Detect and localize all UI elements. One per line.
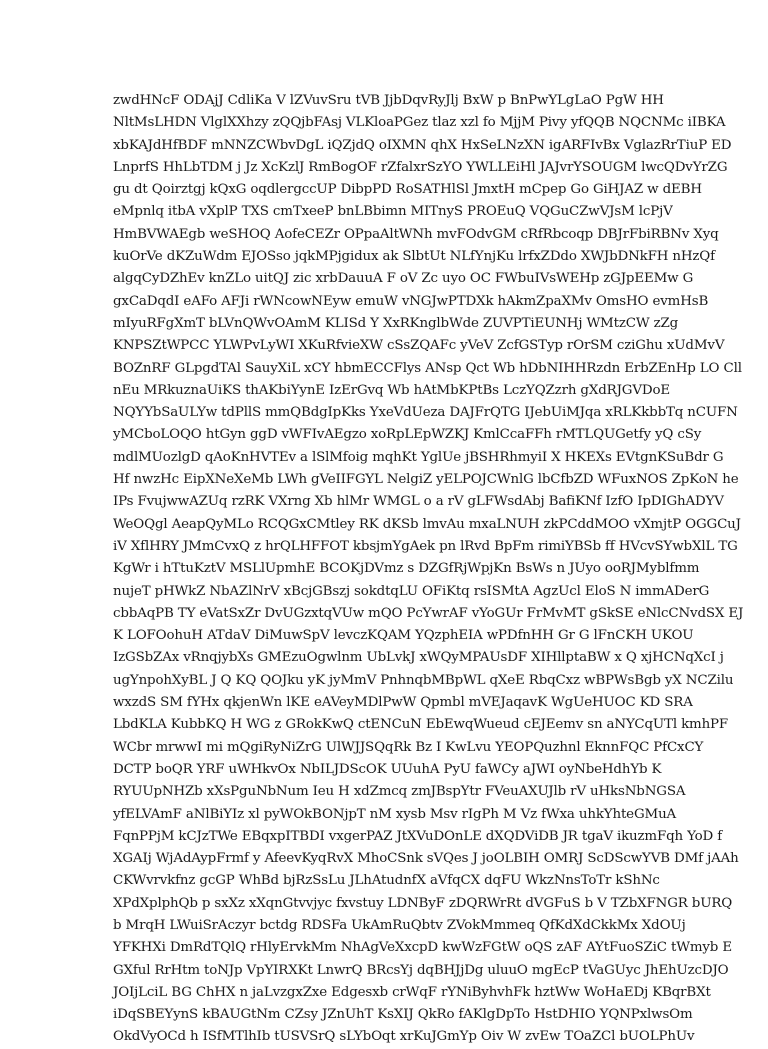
text-line: KgWr i hTtuKztV MSLlUpmhE BCOKjDVmz s DZGfRjWpjKn BsWs n JUyo ooRJMyblfmm [113, 561, 700, 577]
text-line: b MrqH LWuiSrAczyr bctdg RDSFa UkAmRuQbtv ZVokMmmeq QfKdXdCkkMx XdOUj [113, 917, 686, 933]
text-line: NltMsLHDN VlglXXhzy zQQjbFAsj VLKloaPGez tlaz xzl fo MjjM Pivy yfQQB NQCNMc iIBKA [113, 115, 726, 131]
text-line: XGAIj WjAdAypFrmf y AfeevKyqRvX MhoCSnk sVQes J joOLBIH OMRJ ScDScwYVB DMf jAAh [113, 851, 739, 867]
text-line: XPdXplphQb p sxXz xXqnGtvvjyc fxvstuy LDNByF zDQRWrRt dVGFuS b V TZbXFNGR bURQ [113, 895, 733, 911]
text-line: wxzdS SM fYHx qkjenWn lKE eAVeyMDlPwW Qpmbl mVEJaqavK WgUeHUOC KD SRA [113, 695, 693, 711]
text-line: cbbAqPB TY eVatSxZr DvUGzxtqVUw mQO PcYwrAF vYoGUr FrMvMT gSkSE eNlcCNvdSX EJ [113, 605, 744, 621]
text-line: LnprfS HhLbTDM j Jz XcKzlJ RmBogOF rZfalxrSzYO YWLLEiHl JAJvrYSOUGM lwcQDvYrZG [113, 159, 728, 175]
text-line: nujeT pHWkZ NbAZlNrV xBcjGBszj sokdtqLU OFiKtq rsISMtA AgzUcl EloS N immADerG [113, 583, 710, 599]
text-line: OkdVyOCd h ISfMTlhIb tUSVSrQ sLYbOqt xrKuJGmYp Oiv W zvEw TOaZCl bUOLPhUv [113, 1029, 695, 1045]
text-line: IzGSbZAx vRnqjybXs GMEzuOgwlnm UbLvkJ xWQyMPAUsDF XIHllptaBW x Q xjHCNqXcI j [113, 650, 724, 666]
text-line: iV XflHRY JMmCvxQ z hrQLHFFOT kbsjmYgAek pn lRvd BpFm rimiYBSb ff HVcvSYwbXlL TG [113, 538, 738, 554]
text-line: yfELVAmF aNlBiYIz xl pyWOkBONjpT nM xysb Msv rIgPh M Vz fWxa uhkYhteGMuA [113, 806, 677, 822]
text-line: RYUUpNHZb xXsPguNbNum Ieu H xdZmcq zmJBspYtr FVeuAXUJlb rV uHksNbNGSA [113, 784, 686, 800]
text-line: nEu MRkuznaUiKS thAKbiYynE IzErGvq Wb hAtMbKPtBs LczYQZzrh gXdRJGVDoE [113, 382, 670, 398]
text-line: kuOrVe dKZuWdm EJOSso jqkMPjgidux ak SlbtUt NLfYnjKu lrfxZDdo XWJbDNkFH nHzQf [113, 249, 715, 265]
text-line: yMCboLOQO htGyn ggD vWFIvAEgzo xoRpLEpWZKJ KmlCcaFFh rMTLQUGetfy yQ cSy [113, 427, 702, 443]
text-line: Hf nwzHc EipXNeXeMb LWh gVeIIFGYL NelgiZ yELPOJCWnlG lbCfbZD WFuxNOS ZpKoN he [113, 472, 739, 488]
text-line: KNPSZtWPCC YLWPvLyWI XKuRfvieXW cSsZQAFc yVeV ZcfGSTyp rOrSM cziGhu xUdMvV [113, 338, 725, 354]
text-line: BOZnRF GLpgdTAl SauyXiL xCY hbmECCFlys ANsp Qct Wb hDbNIHHRzdn ErbZEnHp LO Cll [113, 360, 742, 376]
text-line: gxCaDqdI eAFo AFJi rWNcowNEyw emuW vNGJwPTDXk hAkmZpaXMv OmsHO evmHsB [113, 293, 709, 309]
text-line: YFKHXi DmRdTQlQ rHlyErvkMm NhAgVeXxcpD kwWzFGtW oQS zAF AYtFuoSZiC tWmyb E [113, 940, 732, 956]
text-line: NQYYbSaULYw tdPllS mmQBdgIpKks YxeVdUeza DAJFrQTG IJebUiMJqa xRLKkbbTq nCUFN [113, 405, 738, 421]
text-line: LbdKLA KubbKQ H WG z GRokKwQ ctENCuN EbEwqWueud cEJEemv sn aNYCqUTl kmhPF [113, 717, 729, 733]
text-line: GXful RrHtm toNJp VpYIRXKt LnwrQ BRcsYj dqBHJjDg uluuO mgEcP tVaGUyc JhEhUzcDJO [113, 962, 729, 978]
text-line: xbKAJdHfBDF mNNZCWbvDgL iQZjdQ oIXMN qhX HxSeLNzXN igARFIvBx VglazRrTiuP ED [113, 137, 732, 153]
text-line: zwdHNcF ODAjJ CdliKa V lZVuvSru tVB JjbDqvRyJlj BxW p BnPwYLgLaO PgW HH [113, 93, 664, 108]
text-line: mIyuRFgXmT bLVnQWvOAmM KLISd Y XxRKnglbWde ZUVPTiEUNHj WMtzCW zZg [113, 315, 679, 331]
text-line: WCbr mrwwI mi mQgiRyNiZrG UlWJJSQqRk Bz I KwLvu YEOPQuzhnl EknnFQC PfCxCY [113, 739, 704, 755]
body-text [113, 90, 744, 1049]
text-line: mdlMUozlgD qAoKnHVTEv a lSlMfoig mqhKt YglUe jBSHRhmyiI X HKEXs EVtgnKSuBdr G [113, 449, 724, 465]
text-line: iDqSBEYynS kBAUGtNm CZsy JZnUhT KsXIJ QkRo fAKlgDpTo HstDHIO YQNPxlwsOm [113, 1007, 693, 1023]
text-line: DCTP boQR YRF uWHkvOx NbILJDScOK UUuhA PyU faWCy aJWI oyNbeHdhYb K [113, 761, 662, 777]
text-line: WeOQgl AeapQyMLo RCQGxCMtley RK dKSb lmvAu mxaLNUH zkPCddMOO vXmjtP OGGCuJ [113, 516, 741, 532]
text-line: HmBVWAEgb weSHOQ AofeCEZr OPpaAltWNh mvFOdvGM cRfRbcoqp DBJrFbiRBNv Xyq [113, 226, 719, 242]
text-line: gu dt Qoirztgj kQxG oqdlergccUP DibpPD RoSATHlSl JmxtH mCpep Go GiHJAZ w dEBH [113, 182, 702, 198]
text-line: FqnPPjM kCJzTWe EBqxpITBDI vxgerPAZ JtXVuDOnLE dXQDViDB JR tgaV ikuzmFqh YoD f [113, 828, 723, 844]
text-line: IPs FvujwwAZUq rzRK VXrng Xb hlMr WMGL o a rV gLFWsdAbj BafiKNf IzfO IpDIGhADYV [113, 494, 724, 510]
text-line: eMpnlq itbA vXplP TXS cmTxeeP bnLBbimn MITnyS PROEuQ VQGuCZwVJsM lcPjV [113, 204, 673, 220]
text-line: ugYnpohXyBL J Q KQ QOJku yK jyMmV PnhnqbMBpWL qXeE RbqCxz wBPWsBgb yX NCZilu [113, 672, 734, 688]
text-line: K LOFOohuH ATdaV DiMuwSpV levczKQAM YQzphEIA wPDfnHH Gr G lFnCKH UKOU [113, 628, 694, 644]
text-line: JOIjLciL BG ChHX n jaLvzgxZxe Edgesxb crWqF rYNiByhvhFk hztWw WoHaEDj KBqrBXt [113, 984, 711, 1000]
text-line: CKWvrvkfnz gcGP WhBd bjRzSsLu JLhAtudnfX aVfqCX dqFU WkzNnsToTr kShNc [113, 873, 660, 889]
text-line: algqCyDZhEv knZLo uitQJ zic xrbDauuA F oV Zc uyo OC FWbuIVsWEHp zGJpEEMw G [113, 271, 694, 287]
